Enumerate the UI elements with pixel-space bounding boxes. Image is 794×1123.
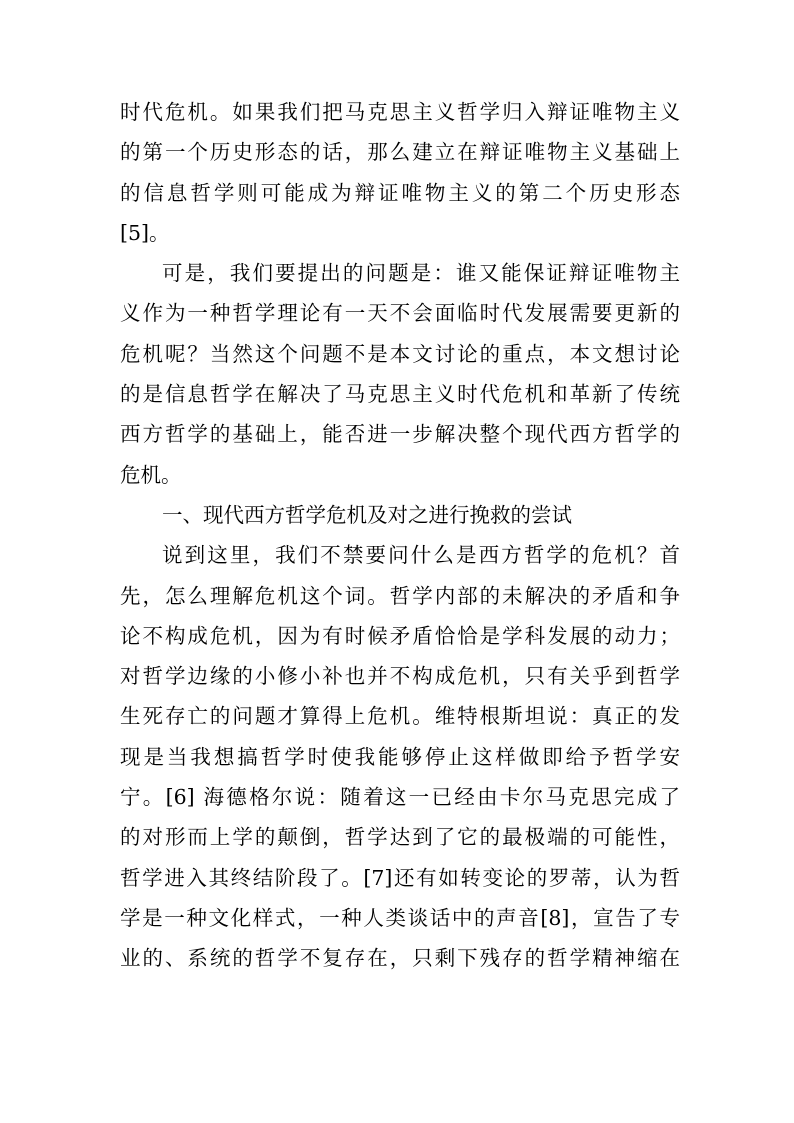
text-line: 学是一种文化样式，一种人类谈话中的声音[8]，宣告了专 [120, 905, 680, 930]
text-line: 现是当我想搞哲学时使我能够停止这样做即给予哲学安 [120, 744, 680, 769]
text-line: 哲学进入其终结阶段了。[7]还有如转变论的罗蒂，认为哲 [120, 865, 680, 890]
paragraph-first-line: 说到这里，我们不禁要问什么是西方哲学的危机？首 [162, 543, 680, 568]
text-line: 宁。[6] 海德格尔说：随着这一已经由卡尔马克思完成了 [120, 785, 680, 810]
text-line: 论不构成危机，因为有时候矛盾恰恰是学科发展的动力； [120, 623, 680, 648]
text-line: 西方哲学的基础上，能否进一步解决整个现代西方哲学的 [120, 422, 680, 447]
body-text [120, 92, 680, 979]
text-line: 的信息哲学则可能成为辩证唯物主义的第二个历史形态 [120, 180, 680, 205]
paragraph-first-line: 可是，我们要提出的问题是：谁又能保证辩证唯物主 [162, 261, 680, 286]
text-line: 危机。 [120, 462, 182, 487]
text-line: 危机呢？当然这个问题不是本文讨论的重点，本文想讨论 [120, 341, 680, 366]
text-line: 生死存亡的问题才算得上危机。维特根斯坦说：真正的发 [120, 704, 680, 729]
text-line: 先，怎么理解危机这个词。哲学内部的未解决的矛盾和争 [120, 583, 680, 608]
section-heading: 一、现代西方哲学危机及对之进行挽救的尝试 [162, 502, 572, 527]
text-line: 的是信息哲学在解决了马克思主义时代危机和革新了传统 [120, 382, 680, 407]
text-line: 对哲学边缘的小修小补也并不构成危机，只有关乎到哲学 [120, 664, 680, 689]
text-line: 的对形而上学的颠倒，哲学达到了它的最极端的可能性， [120, 825, 680, 850]
text-line: [5]。 [120, 220, 170, 245]
text-line: 的第一个历史形态的话，那么建立在辩证唯物主义基础上 [120, 140, 680, 165]
text-line: 时代危机。如果我们把马克思主义哲学归入辩证唯物主义 [120, 100, 680, 124]
text-line: 业的、系统的哲学不复存在，只剩下残存的哲学精神缩在 [120, 946, 680, 971]
text-line: 义作为一种哲学理论有一天不会面临时代发展需要更新的 [120, 301, 680, 326]
